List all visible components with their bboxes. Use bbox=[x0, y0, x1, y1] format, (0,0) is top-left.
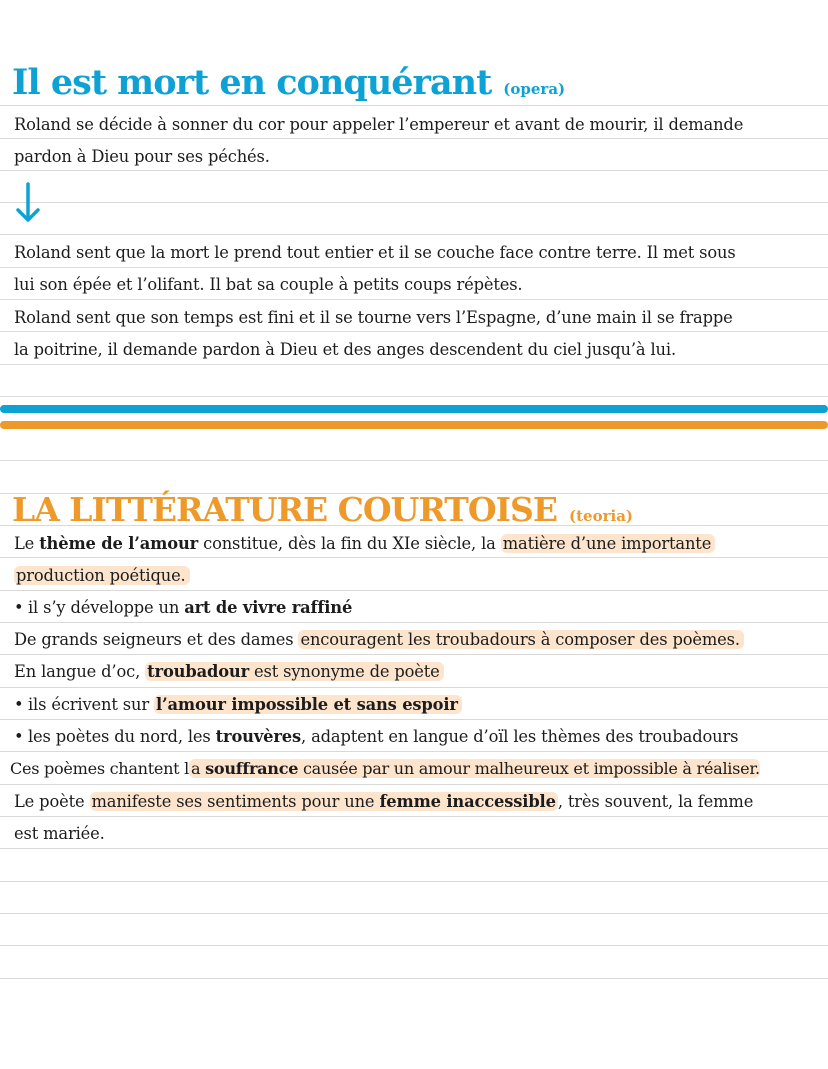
section2-line6 bbox=[14, 689, 462, 721]
bold-term: trouvères bbox=[215, 727, 302, 746]
section2-line10: est mariée. bbox=[14, 824, 105, 843]
bold-term: troubadour bbox=[147, 662, 250, 681]
highlight: matière d’une importante bbox=[501, 534, 715, 553]
blue-divider bbox=[0, 405, 828, 413]
text: En langue d’oc, bbox=[14, 662, 146, 681]
section2-line1 bbox=[14, 528, 715, 560]
section1-p1-line1: Roland se décide à sonner du cor pour appeler l’empereur et avant de mourir, il demande bbox=[14, 115, 744, 134]
text: ils écrivent sur bbox=[28, 695, 154, 714]
section1-p2-line2: lui son épée et l’olifant. Il bat sa couple à petits coups répètes. bbox=[14, 275, 523, 294]
section1-p3-line1: Roland sent que son temps est fini et il se tourne vers l’Espagne, d’une main il se frappe bbox=[14, 308, 733, 327]
section1-heading: Il est mort en conquérant bbox=[12, 62, 492, 103]
section1-title bbox=[12, 60, 565, 112]
text: les poètes du nord, les bbox=[28, 727, 216, 746]
bullet: • bbox=[14, 727, 24, 746]
text: a bbox=[191, 759, 206, 778]
text: Le poète bbox=[14, 792, 90, 811]
section2-line7 bbox=[14, 721, 738, 753]
text: De grands seigneurs et des dames bbox=[14, 630, 299, 649]
bold-term: souffrance bbox=[205, 759, 299, 778]
bullet: • bbox=[14, 598, 24, 617]
section2-line3 bbox=[14, 592, 352, 624]
section1-p1-line2: pardon à Dieu pour ses péchés. bbox=[14, 147, 270, 166]
highlight: production poétique. bbox=[14, 566, 190, 585]
section2-line4 bbox=[14, 624, 744, 656]
section2-line9 bbox=[14, 786, 753, 818]
highlight: manifeste ses sentiments pour une bbox=[91, 792, 380, 811]
section2-tag: (teoria) bbox=[569, 507, 634, 525]
section1-p2-line1: Roland sent que la mort le prend tout entier et il se couche face contre terre. Il met sous bbox=[14, 243, 736, 262]
text: constitue, dès la fin du XIe siècle, la bbox=[198, 534, 501, 553]
text: Ces poèmes chantent l bbox=[10, 759, 190, 778]
bold-term: art de vivre raffiné bbox=[184, 598, 353, 617]
section2-line2 bbox=[14, 560, 190, 592]
arrow-down-icon bbox=[14, 182, 42, 226]
highlight: encouragent les troubadours à composer des poèmes. bbox=[298, 630, 743, 649]
bold-term: femme inaccessible bbox=[379, 792, 556, 811]
bold-term: thème de l’amour bbox=[39, 534, 199, 553]
section1-tag: (opera) bbox=[503, 80, 566, 98]
section2-heading: LA LITTÉRATURE COURTOISE bbox=[12, 490, 558, 529]
text: causée par un amour malheureux et impossible à réaliser. bbox=[298, 759, 760, 778]
text: est synonyme de poète bbox=[249, 662, 440, 681]
text: , très souvent, la femme bbox=[557, 792, 754, 811]
section2-line5 bbox=[14, 656, 444, 688]
text: il s’y développe un bbox=[28, 598, 185, 617]
section2-line8 bbox=[10, 753, 760, 785]
orange-divider bbox=[0, 421, 828, 429]
text: , adaptent en langue d’oïl les thèmes des troubadours bbox=[301, 727, 739, 746]
bullet: • bbox=[14, 695, 24, 714]
section1-p3-line2: la poitrine, il demande pardon à Dieu et des anges descendent du ciel jusqu’à lui. bbox=[14, 340, 676, 359]
text: Le bbox=[14, 534, 40, 553]
bold-term: l’amour impossible et sans espoir bbox=[155, 695, 458, 714]
